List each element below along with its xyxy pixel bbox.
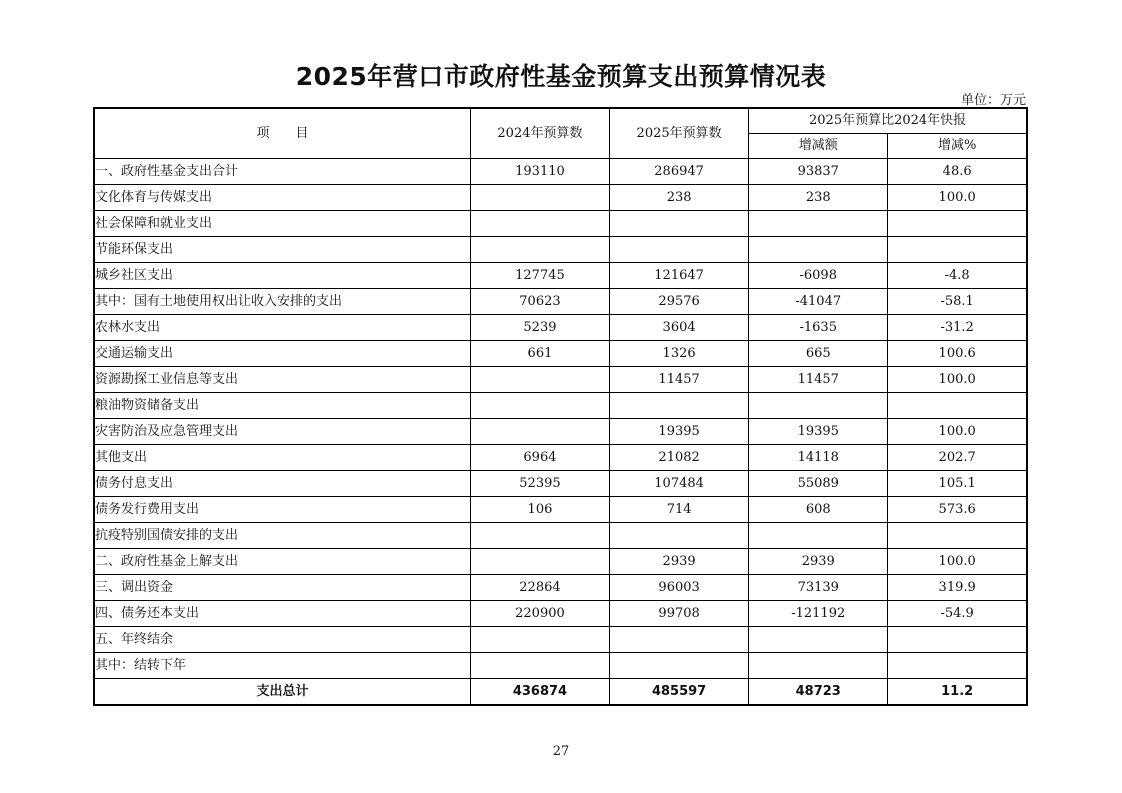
row-change-pct <box>888 653 1027 679</box>
row-change-amount: 19395 <box>749 419 888 445</box>
row-change-amount: 14118 <box>749 445 888 471</box>
table-row <box>94 419 1027 445</box>
row-2024-value <box>470 419 609 445</box>
row-change-pct <box>888 393 1027 419</box>
row-change-pct: -4.8 <box>888 263 1027 289</box>
row-2024-value <box>470 523 609 549</box>
row-2025-value: 238 <box>610 185 749 211</box>
row-change-pct <box>888 627 1027 653</box>
row-item-name: 其中：结转下年 <box>94 653 470 679</box>
row-2025-value: 286947 <box>610 159 749 185</box>
row-2025-value: 107484 <box>610 471 749 497</box>
row-change-amount: 55089 <box>749 471 888 497</box>
row-2025-value: 29576 <box>610 289 749 315</box>
row-2024-value: 193110 <box>470 159 609 185</box>
row-2024-value <box>470 185 609 211</box>
row-change-pct: 100.6 <box>888 341 1027 367</box>
row-change-amount: 238 <box>749 185 888 211</box>
row-change-amount: 11457 <box>749 367 888 393</box>
table-row <box>94 549 1027 575</box>
row-2024-value: 70623 <box>470 289 609 315</box>
row-2024-value <box>470 653 609 679</box>
row-2025-value: 121647 <box>610 263 749 289</box>
table-row <box>94 341 1027 367</box>
page-number: 27 <box>552 744 570 759</box>
row-change-pct <box>888 237 1027 263</box>
row-item-name: 资源勘探工业信息等支出 <box>94 367 470 393</box>
row-change-amount <box>749 653 888 679</box>
row-2025-value: 11457 <box>610 367 749 393</box>
total-pct: 11.2 <box>888 679 1027 706</box>
row-2025-value <box>610 653 749 679</box>
row-item-name: 其他支出 <box>94 445 470 471</box>
row-change-pct <box>888 523 1027 549</box>
row-item-name: 农林水支出 <box>94 315 470 341</box>
table-row <box>94 445 1027 471</box>
header-change-pct: 增减% <box>888 134 1027 159</box>
row-item-name: 二、政府性基金上解支出 <box>94 549 470 575</box>
table-row <box>94 159 1027 185</box>
row-2024-value: 127745 <box>470 263 609 289</box>
row-change-pct: 319.9 <box>888 575 1027 601</box>
table-row <box>94 575 1027 601</box>
row-change-amount: 665 <box>749 341 888 367</box>
table-row <box>94 471 1027 497</box>
row-item-name: 社会保障和就业支出 <box>94 211 470 237</box>
row-2024-value: 106 <box>470 497 609 523</box>
row-change-pct: -31.2 <box>888 315 1027 341</box>
row-change-pct: 100.0 <box>888 367 1027 393</box>
row-2024-value: 52395 <box>470 471 609 497</box>
row-2024-value: 5239 <box>470 315 609 341</box>
table-row <box>94 367 1027 393</box>
table-row <box>94 653 1027 679</box>
row-2024-value <box>470 549 609 575</box>
table-row <box>94 211 1027 237</box>
row-2025-value: 2939 <box>610 549 749 575</box>
row-change-pct: 100.0 <box>888 549 1027 575</box>
row-item-name: 城乡社区支出 <box>94 263 470 289</box>
row-change-amount: -1635 <box>749 315 888 341</box>
row-change-amount <box>749 393 888 419</box>
row-change-pct: 48.6 <box>888 159 1027 185</box>
row-item-name: 交通运输支出 <box>94 341 470 367</box>
row-2024-value: 661 <box>470 341 609 367</box>
row-2024-value <box>470 211 609 237</box>
row-2025-value <box>610 627 749 653</box>
table-row <box>94 185 1027 211</box>
row-change-pct: 202.7 <box>888 445 1027 471</box>
table-body <box>94 159 1027 679</box>
table-row <box>94 627 1027 653</box>
total-row <box>94 679 1027 706</box>
row-change-amount: -41047 <box>749 289 888 315</box>
row-2024-value <box>470 627 609 653</box>
row-change-amount: 2939 <box>749 549 888 575</box>
row-item-name: 四、债务还本支出 <box>94 601 470 627</box>
row-2025-value <box>610 523 749 549</box>
row-change-pct: 105.1 <box>888 471 1027 497</box>
row-2024-value <box>470 393 609 419</box>
page-title: 2025年营口市政府性基金预算支出预算情况表 <box>295 62 827 91</box>
row-2025-value <box>610 393 749 419</box>
header-item: 项 目 <box>94 108 470 159</box>
row-2024-value <box>470 237 609 263</box>
header-change-amount: 增减额 <box>749 134 888 159</box>
row-change-amount: 93837 <box>749 159 888 185</box>
row-item-name: 文化体育与传媒支出 <box>94 185 470 211</box>
total-diff: 48723 <box>749 679 888 706</box>
row-2025-value: 99708 <box>610 601 749 627</box>
row-change-pct: -58.1 <box>888 289 1027 315</box>
row-item-name: 三、调出资金 <box>94 575 470 601</box>
table-row <box>94 393 1027 419</box>
row-item-name: 五、年终结余 <box>94 627 470 653</box>
row-2025-value: 21082 <box>610 445 749 471</box>
row-2024-value: 6964 <box>470 445 609 471</box>
row-item-name: 债务发行费用支出 <box>94 497 470 523</box>
row-change-amount <box>749 523 888 549</box>
table-row <box>94 263 1027 289</box>
row-2024-value: 220900 <box>470 601 609 627</box>
row-change-amount <box>749 627 888 653</box>
row-change-amount: -6098 <box>749 263 888 289</box>
header-compare-group: 2025年预算比2024年快报 <box>749 108 1027 134</box>
row-change-pct <box>888 211 1027 237</box>
header-2025-budget: 2025年预算数 <box>610 108 749 159</box>
budget-table <box>93 107 1028 706</box>
table-header <box>94 108 1027 159</box>
table-row <box>94 601 1027 627</box>
row-change-amount: -121192 <box>749 601 888 627</box>
row-item-name: 其中：国有土地使用权出让收入安排的支出 <box>94 289 470 315</box>
table-row <box>94 497 1027 523</box>
row-2025-value: 714 <box>610 497 749 523</box>
row-2024-value <box>470 367 609 393</box>
row-change-pct: 100.0 <box>888 419 1027 445</box>
row-item-name: 灾害防治及应急管理支出 <box>94 419 470 445</box>
row-change-pct: 100.0 <box>888 185 1027 211</box>
row-item-name: 节能环保支出 <box>94 237 470 263</box>
row-change-amount <box>749 237 888 263</box>
total-2024: 436874 <box>470 679 609 706</box>
row-change-pct: 573.6 <box>888 497 1027 523</box>
row-2025-value: 1326 <box>610 341 749 367</box>
row-change-pct: -54.9 <box>888 601 1027 627</box>
row-change-amount: 73139 <box>749 575 888 601</box>
table-row <box>94 315 1027 341</box>
row-2024-value: 22864 <box>470 575 609 601</box>
table-row <box>94 237 1027 263</box>
total-label: 支出总计 <box>94 679 470 706</box>
row-2025-value: 3604 <box>610 315 749 341</box>
row-change-amount <box>749 211 888 237</box>
table-row <box>94 523 1027 549</box>
row-item-name: 抗疫特别国债安排的支出 <box>94 523 470 549</box>
row-2025-value: 19395 <box>610 419 749 445</box>
row-2025-value: 96003 <box>610 575 749 601</box>
table-row <box>94 289 1027 315</box>
row-2025-value <box>610 211 749 237</box>
row-item-name: 粮油物资储备支出 <box>94 393 470 419</box>
row-item-name: 债务付息支出 <box>94 471 470 497</box>
header-2024-budget: 2024年预算数 <box>470 108 609 159</box>
row-item-name: 一、政府性基金支出合计 <box>94 159 470 185</box>
row-change-amount: 608 <box>749 497 888 523</box>
total-2025: 485597 <box>610 679 749 706</box>
unit-label: 单位：万元 <box>960 93 1026 108</box>
row-2025-value <box>610 237 749 263</box>
